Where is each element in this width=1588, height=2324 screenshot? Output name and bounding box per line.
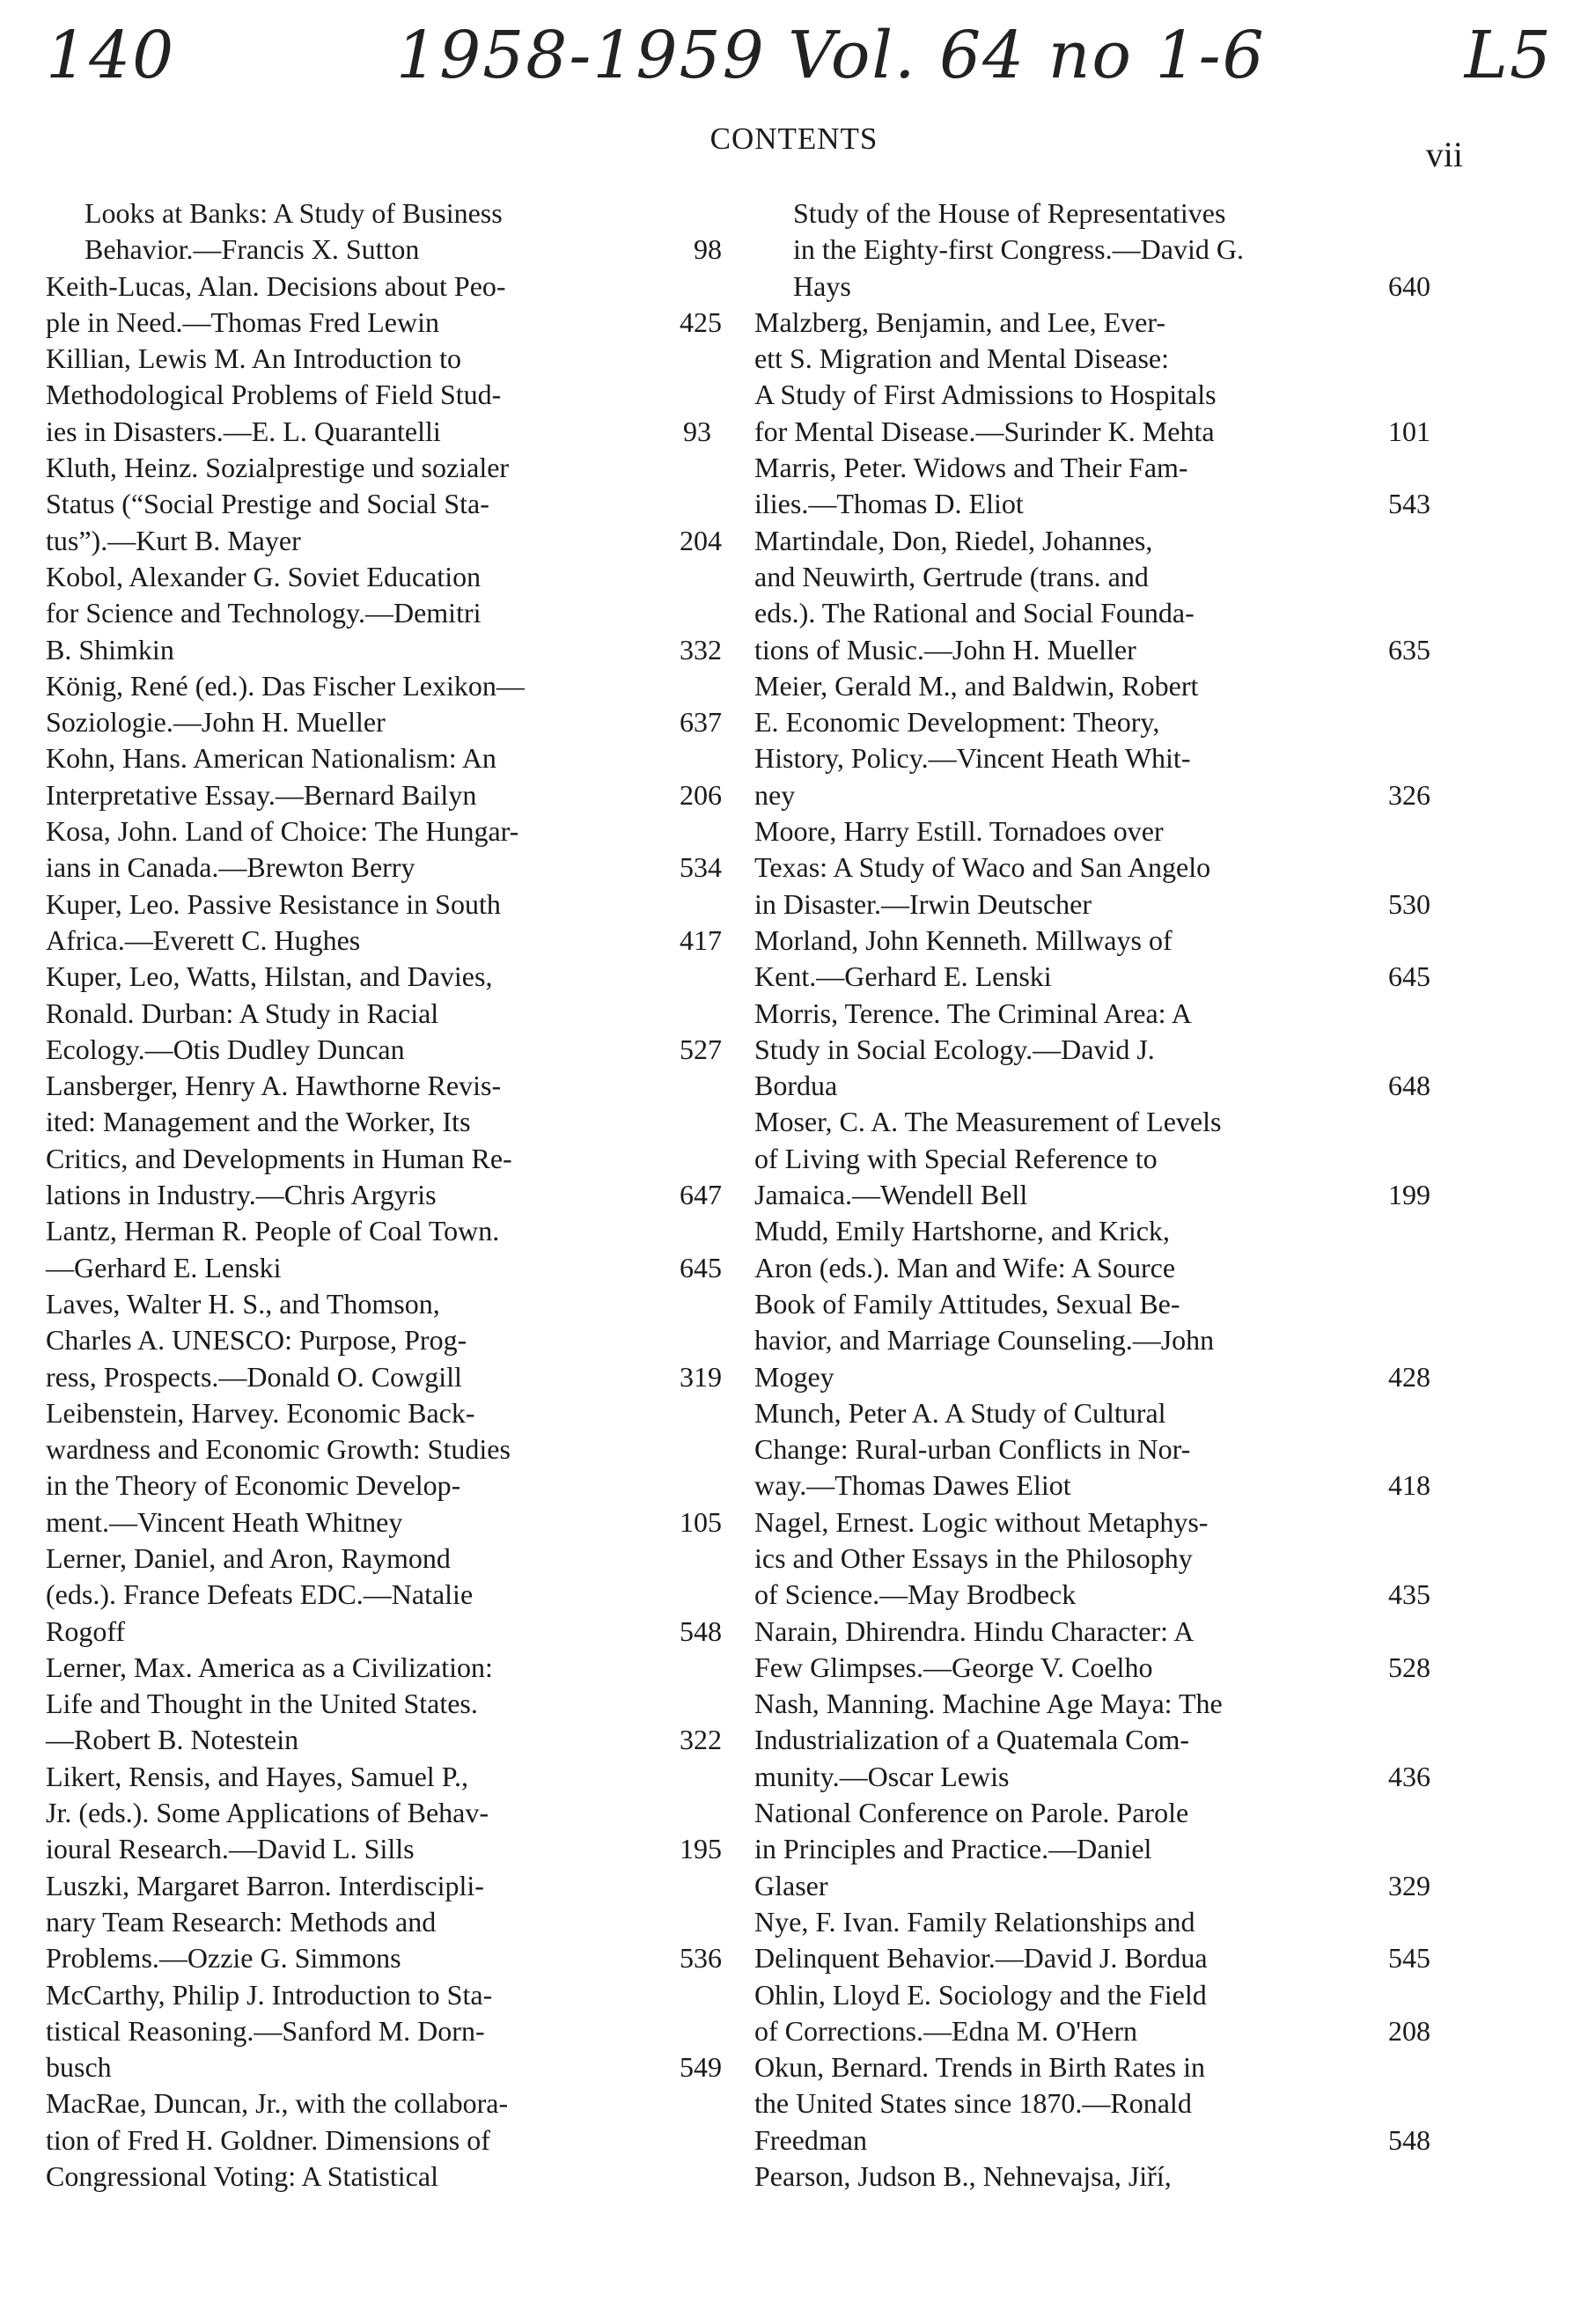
entry-line: Freedman 548 xyxy=(793,2122,1430,2159)
entry-line: way.—Thomas Dawes Eliot 418 xyxy=(793,1467,1430,1504)
entry-line: munity.—Oscar Lewis 436 xyxy=(793,1759,1430,1795)
right-column xyxy=(754,195,1430,2195)
entry-line: nary Team Research: Methods and xyxy=(46,1905,437,1938)
contents-entry xyxy=(46,1286,722,1395)
entry-line: ies in Disasters.—E. L. Quarantelli 93 xyxy=(46,415,711,447)
entry-line: ics and Other Essays in the Philosophy xyxy=(754,1541,1193,1574)
entry-line: McCarthy, Philip J. Introduction to Sta- xyxy=(46,1978,493,2011)
entry-line: Rogoff 548 xyxy=(85,1614,722,1650)
entry-line: wardness and Economic Growth: Studies xyxy=(46,1433,511,1466)
contents-entry xyxy=(754,523,1430,668)
entry-line: E. Economic Development: Theory, xyxy=(754,706,1160,739)
entry-line: Problems.—Ozzie G. Simmons 536 xyxy=(85,1940,722,1976)
entry-page-number: 637 xyxy=(680,706,722,739)
entry-line: B. Shimkin 332 xyxy=(85,632,722,668)
handwritten-catalog-number: 140 xyxy=(46,18,176,93)
contents-entry xyxy=(754,996,1430,1105)
contents-entry xyxy=(754,195,1430,305)
entry-line: Mudd, Emily Hartshorne, and Krick, xyxy=(754,1215,1170,1247)
left-column xyxy=(46,195,722,2195)
contents-entry xyxy=(754,1686,1430,1795)
contents-entry xyxy=(754,2049,1430,2159)
entry-page-number: 425 xyxy=(680,305,722,338)
entry-line: Kuper, Leo, Watts, Hilstan, and Davies, xyxy=(46,960,493,993)
entry-line: Marris, Peter. Widows and Their Fam- xyxy=(754,452,1188,484)
entry-line: ited: Management and the Worker, Its xyxy=(46,1106,471,1138)
page-number: vii xyxy=(1425,135,1463,174)
contents-entry xyxy=(46,740,722,813)
entry-line: A Study of First Admissions to Hospitals xyxy=(754,379,1217,411)
entry-line: ple in Need.—Thomas Fred Lewin 425 xyxy=(85,305,722,341)
entry-line: Methodological Problems of Field Stud- xyxy=(46,379,502,411)
entry-line: busch 549 xyxy=(85,2049,722,2085)
entry-line: Munch, Peter A. A Study of Cultural xyxy=(754,1396,1166,1429)
entry-page-number: 428 xyxy=(1388,1360,1430,1393)
entry-line: National Conference on Parole. Parole xyxy=(754,1797,1189,1829)
page-title: CONTENTS xyxy=(709,121,879,156)
entry-page-number: 418 xyxy=(1388,1469,1430,1502)
entry-line: Behavior.—Francis X. Sutton 98 xyxy=(85,232,722,268)
entry-page-number: 548 xyxy=(680,1614,722,1647)
entry-page-number: 647 xyxy=(680,1179,722,1211)
entry-line: Kent.—Gerhard E. Lenski 645 xyxy=(793,959,1430,995)
entry-line: Texas: A Study of Waco and San Angelo xyxy=(754,851,1211,884)
entry-line: Interpretative Essay.—Bernard Bailyn 206 xyxy=(85,777,722,813)
handwritten-shelf-mark: L5 xyxy=(1464,18,1553,93)
entry-line: MacRae, Duncan, Jr., with the collabora- xyxy=(46,2087,509,2120)
entry-line: Jr. (eds.). Some Applications of Behav- xyxy=(46,1797,489,1829)
entry-line: —Gerhard E. Lenski 645 xyxy=(85,1250,722,1286)
entry-line: Study in Social Ecology.—David J. xyxy=(754,1033,1155,1065)
entry-page-number: 534 xyxy=(680,851,722,884)
entry-line: Malzberg, Benjamin, and Lee, Ever- xyxy=(754,305,1166,338)
entry-line: Lerner, Max. America as a Civilization: xyxy=(46,1651,493,1683)
entry-line: Martindale, Don, Riedel, Johannes, xyxy=(754,524,1153,556)
contents-entry xyxy=(46,1868,722,1977)
entry-line: König, René (ed.). Das Fischer Lexikon— xyxy=(46,669,525,702)
entry-line: Keith-Lucas, Alan. Decisions about Peo- xyxy=(46,269,506,302)
entry-line: Industrialization of a Quatemala Com- xyxy=(754,1724,1190,1756)
entry-line: Kluth, Heinz. Sozialprestige und sozialer xyxy=(46,452,510,484)
entry-line: Looks at Banks: A Study of Business xyxy=(85,197,503,229)
entry-line: Nye, F. Ivan. Family Relationships and xyxy=(754,1905,1195,1938)
contents-entry xyxy=(46,813,722,886)
entry-line: in the Eighty-first Congress.—David G. xyxy=(793,233,1244,266)
contents-entry xyxy=(754,450,1430,523)
entry-line: Meier, Gerald M., and Baldwin, Robert xyxy=(754,669,1199,702)
entry-page-number: 536 xyxy=(680,1942,722,1975)
entry-line: History, Policy.—Vincent Heath Whit- xyxy=(754,742,1191,775)
entry-line: in Disaster.—Irwin Deutscher 530 xyxy=(793,886,1430,923)
entry-line: of Corrections.—Edna M. O'Hern 208 xyxy=(793,2013,1430,2049)
entry-page-number: 545 xyxy=(1388,1942,1430,1975)
entry-line: tistical Reasoning.—Sanford M. Dorn- xyxy=(46,2014,485,2047)
entry-line: Kosa, John. Land of Choice: The Hungar- xyxy=(46,815,519,848)
entry-page-number: 527 xyxy=(680,1033,722,1065)
entry-page-number: 332 xyxy=(680,633,722,666)
entry-page-number: 326 xyxy=(1388,778,1430,811)
entry-line: tions of Music.—John H. Mueller 635 xyxy=(793,632,1430,668)
entry-page-number: 528 xyxy=(1388,1651,1430,1683)
entry-line: Nagel, Ernest. Logic without Metaphys- xyxy=(754,1505,1209,1538)
contents-entry xyxy=(754,668,1430,813)
entry-line: Few Glimpses.—George V. Coelho 528 xyxy=(793,1650,1430,1686)
entry-line: lations in Industry.—Chris Argyris 647 xyxy=(85,1177,722,1213)
entry-line: Ecology.—Otis Dudley Duncan 527 xyxy=(85,1032,722,1068)
entry-page-number: 206 xyxy=(680,778,722,811)
contents-entry xyxy=(754,1395,1430,1504)
entry-line: tion of Fred H. Goldner. Dimensions of xyxy=(46,2123,490,2156)
entry-line: Soziologie.—John H. Mueller 637 xyxy=(85,704,722,740)
contents-entry xyxy=(46,959,722,1068)
entry-page-number: 195 xyxy=(680,1833,722,1865)
entry-line: Hays 640 xyxy=(793,268,1430,305)
contents-entry xyxy=(754,1614,1430,1687)
entry-line: Morris, Terence. The Criminal Area: A xyxy=(754,997,1192,1029)
entry-line: the United States since 1870.—Ronald xyxy=(754,2087,1192,2120)
entry-line: tus”).—Kurt B. Mayer 204 xyxy=(85,523,722,559)
entry-page-number: 101 xyxy=(1388,415,1430,447)
entry-line: havior, and Marriage Counseling.—John xyxy=(754,1324,1215,1357)
entry-line: Ronald. Durban: A Study in Racial xyxy=(46,997,439,1029)
entry-page-number: 204 xyxy=(680,524,722,556)
entry-line: in Principles and Practice.—Daniel xyxy=(754,1833,1152,1865)
entry-page-number: 105 xyxy=(680,1505,722,1538)
entry-line: —Robert B. Notestein 322 xyxy=(85,1722,722,1758)
entry-line: eds.). The Rational and Social Founda- xyxy=(754,597,1195,629)
running-head xyxy=(0,121,1588,174)
contents-entry xyxy=(46,1068,722,1213)
entry-line: Life and Thought in the United States. xyxy=(46,1688,478,1720)
entry-line: in the Theory of Economic Develop- xyxy=(46,1469,461,1502)
entry-line: Congressional Voting: A Statistical xyxy=(46,2160,438,2193)
contents-entry xyxy=(754,1504,1430,1614)
contents-entry xyxy=(754,1977,1430,2050)
entry-line: Ohlin, Lloyd E. Sociology and the Field xyxy=(754,1978,1207,2011)
entry-line: Likert, Rensis, and Hayes, Samuel P., xyxy=(46,1760,468,1792)
entry-line: Nash, Manning. Machine Age Maya: The xyxy=(754,1688,1223,1720)
entry-line: Kobol, Alexander G. Soviet Education xyxy=(46,560,482,592)
entry-line: and Neuwirth, Gertrude (trans. and xyxy=(754,560,1149,592)
contents-entry xyxy=(754,1213,1430,1394)
contents-entry xyxy=(46,341,722,450)
contents-entry xyxy=(46,2085,722,2195)
entry-line: Study of the House of Representatives xyxy=(793,197,1226,229)
entry-line: of Science.—May Brodbeck 435 xyxy=(793,1577,1430,1613)
entry-line: Status (“Social Prestige and Social Sta- xyxy=(46,488,489,520)
entry-line: Glaser 329 xyxy=(793,1868,1430,1904)
entry-line: Killian, Lewis M. An Introduction to xyxy=(46,342,461,375)
entry-line: ett S. Migration and Mental Disease: xyxy=(754,342,1170,375)
entry-page-number: 645 xyxy=(680,1251,722,1283)
entry-line: Bordua 648 xyxy=(793,1068,1430,1104)
entry-line: ney 326 xyxy=(793,777,1430,813)
handwritten-annotation xyxy=(26,16,1562,95)
contents-entry xyxy=(754,813,1430,923)
entry-line: for Science and Technology.—Demitri xyxy=(46,597,482,629)
contents-entry xyxy=(46,1541,722,1650)
entry-page-number: 98 xyxy=(694,233,722,266)
entry-page-number: 635 xyxy=(1388,633,1430,666)
entry-line: Jamaica.—Wendell Bell 199 xyxy=(793,1177,1430,1213)
contents-entry xyxy=(754,305,1430,450)
entry-page-number: 199 xyxy=(1388,1179,1430,1211)
contents-entry xyxy=(754,1104,1430,1213)
entry-line: Moore, Harry Estill. Tornadoes over xyxy=(754,815,1164,848)
entry-line: Critics, and Developments in Human Re- xyxy=(46,1142,512,1174)
entry-page-number: 648 xyxy=(1388,1070,1430,1102)
entry-line: ians in Canada.—Brewton Berry 534 xyxy=(85,849,722,886)
entry-page-number: 530 xyxy=(1388,887,1430,920)
contents-entry xyxy=(46,1759,722,1868)
entry-page-number: 548 xyxy=(1388,2123,1430,2156)
entry-line: Delinquent Behavior.—David J. Bordua 545 xyxy=(793,1940,1430,1976)
entry-line: Aron (eds.). Man and Wife: A Source xyxy=(754,1251,1176,1283)
entry-line: ilies.—Thomas D. Eliot 543 xyxy=(793,486,1430,522)
entry-page-number: 645 xyxy=(1388,960,1430,993)
entry-page-number: 322 xyxy=(680,1724,722,1756)
contents-entry xyxy=(754,1795,1430,1904)
contents-entry xyxy=(46,195,722,268)
entry-line: Laves, Walter H. S., and Thomson, xyxy=(46,1287,440,1320)
entry-line: of Living with Special Reference to xyxy=(754,1142,1158,1174)
entry-page-number: 208 xyxy=(1388,2014,1430,2047)
entry-page-number: 436 xyxy=(1388,1760,1430,1792)
entry-line: Kohn, Hans. American Nationalism: An xyxy=(46,742,496,775)
contents-entry xyxy=(46,450,722,559)
entry-line: Africa.—Everett C. Hughes 417 xyxy=(85,923,722,959)
entry-page-number: 543 xyxy=(1388,488,1430,520)
entry-page-number: 640 xyxy=(1388,269,1430,302)
entry-line: Kuper, Leo. Passive Resistance in South xyxy=(46,887,501,920)
entry-line: (eds.). France Defeats EDC.—Natalie xyxy=(46,1578,474,1611)
entry-line: for Mental Disease.—Surinder K. Mehta 101 xyxy=(793,414,1430,450)
entry-line: Morland, John Kenneth. Millways of xyxy=(754,923,1173,956)
entry-line: ress, Prospects.—Donald O. Cowgill 319 xyxy=(85,1359,722,1395)
entry-line: Narain, Dhirendra. Hindu Character: A xyxy=(754,1614,1195,1647)
entry-page-number: 329 xyxy=(1388,1869,1430,1901)
contents-entry xyxy=(754,923,1430,996)
entry-page-number: 417 xyxy=(680,923,722,956)
contents-entry xyxy=(754,2159,1430,2195)
entry-line: Pearson, Judson B., Nehnevajsa, Jiří, xyxy=(754,2160,1172,2193)
contents-entry xyxy=(46,559,722,668)
entry-line: Lansberger, Henry A. Hawthorne Revis- xyxy=(46,1070,502,1102)
entry-line: Mogey 428 xyxy=(793,1359,1430,1395)
entry-line: Lerner, Daniel, and Aron, Raymond xyxy=(46,1541,451,1574)
contents-entry xyxy=(46,1650,722,1759)
contents-entry xyxy=(46,1395,722,1541)
contents-entry xyxy=(46,668,722,741)
contents-entry xyxy=(46,886,722,960)
entry-page-number: 549 xyxy=(680,2051,722,2084)
contents-entry xyxy=(46,268,722,342)
entry-page-number: 319 xyxy=(680,1360,722,1393)
entry-page-number: 435 xyxy=(1388,1578,1430,1611)
contents-entry xyxy=(46,1213,722,1286)
entry-line: Okun, Bernard. Trends in Birth Rates in xyxy=(754,2051,1205,2084)
entry-line: Book of Family Attitudes, Sexual Be- xyxy=(754,1287,1180,1320)
entry-line: Leibenstein, Harvey. Economic Back- xyxy=(46,1396,475,1429)
entry-line: Charles A. UNESCO: Purpose, Prog- xyxy=(46,1324,467,1357)
handwritten-volume-note: 1958-1959 Vol. 64 no 1-6 xyxy=(396,18,1266,93)
entry-line: Luszki, Margaret Barron. Interdiscipli- xyxy=(46,1869,484,1901)
contents-entry xyxy=(46,1977,722,2086)
entry-line: ment.—Vincent Heath Whitney 105 xyxy=(85,1504,722,1541)
entry-line: Change: Rural-urban Conflicts in Nor- xyxy=(754,1433,1191,1466)
entry-line: Moser, C. A. The Measurement of Levels xyxy=(754,1106,1222,1138)
contents-entry xyxy=(754,1904,1430,1977)
entry-line: ioural Research.—David L. Sills 195 xyxy=(85,1831,722,1867)
entry-line: Lantz, Herman R. People of Coal Town. xyxy=(46,1215,500,1247)
